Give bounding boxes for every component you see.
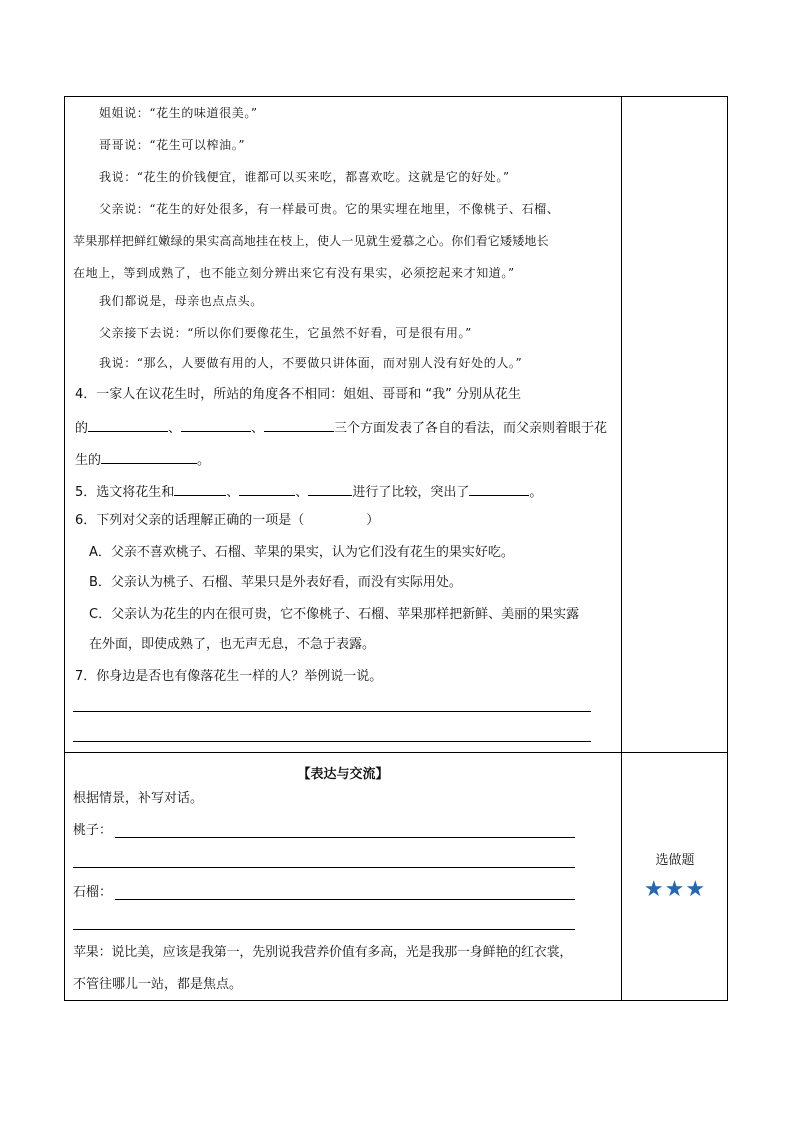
question-6: 6．下列对父亲的话理解正确的一项是（ ） (75, 513, 380, 528)
answer-blank[interactable] (181, 419, 251, 432)
answer-line[interactable] (115, 899, 575, 900)
answer-blank[interactable] (88, 419, 168, 432)
passage-line: 在地上，等到成熟了，也不能立刻分辨出来它有没有果实，必须挖起来才知道。” (73, 266, 515, 280)
passage-line: 苹果那样把鲜红嫩绿的果实高高地挂在枝上，使人一见就生爱慕之心。你们看它矮矮地长 (73, 234, 549, 248)
question-4-blanks: 的 、 、 三个方面发表了各自的看法，而父亲则着眼于花 (75, 421, 608, 436)
option-c: C．父亲认为花生的内在很可贵，它不像桃子、石榴、苹果那样把新鲜、美丽的果实露 (89, 607, 580, 622)
passage-line: 父亲接下去说：“所以你们要像花生，它虽然不好看，可是很有用。” (99, 326, 472, 340)
answer-line[interactable] (73, 929, 575, 930)
apple-line: 苹果：说比美，应该是我第一，先别说我营养价值有多高，光是我那一身鲜艳的红衣裳， (73, 945, 573, 960)
passage-line: 我们都说是，母亲也点点头。 (99, 294, 263, 308)
instruction: 根据情景，补写对话。 (73, 791, 204, 806)
passage-line: 我说：“那么，人要做有用的人，不要做只讲体面，而对别人没有好处的人。” (99, 356, 523, 370)
star-rating: ★★★ (643, 877, 707, 902)
question-5: 5．选文将花生和 、 、 进行了比较，突出了 。 (75, 485, 543, 500)
question-7: 7．你身边是否也有像落花生一样的人？举例说一说。 (75, 669, 383, 684)
passage-line: 哥哥说：“花生可以榨油。” (99, 138, 246, 152)
passage-line: 我说：“花生的价钱便宜，谁都可以买来吃，都喜欢吃。这就是它的好处。” (99, 170, 510, 184)
reading-section (65, 97, 621, 752)
question-4: 4．一家人在议花生时，所站的角度各不相同：姐姐、哥哥和 “我” 分别从花生 (75, 387, 522, 402)
difficulty-cell (622, 753, 728, 1001)
passage-line: 姐姐说：“花生的味道很美。” (99, 106, 258, 120)
answer-blank[interactable] (308, 483, 352, 496)
section-header: 【表达与交流】 (297, 767, 389, 782)
expression-section (65, 753, 621, 1001)
apple-line: 不管往哪儿一站，都是焦点。 (73, 977, 243, 992)
option-b: B．父亲认为桃子、石榴、苹果只是外表好看，而没有实际用处。 (89, 575, 462, 590)
answer-line[interactable] (73, 741, 591, 742)
answer-blank[interactable] (239, 483, 295, 496)
passage-line: 父亲说：“花生的好处很多，有一样最可贵。它的果实埋在地里，不像桃子、石榴、 (99, 202, 560, 216)
answer-line[interactable] (73, 711, 591, 712)
peach-label: 桃子： (73, 823, 113, 838)
question-4-line3: 生的 。 (75, 453, 211, 468)
answer-blank[interactable] (469, 483, 529, 496)
answer-line[interactable] (73, 867, 575, 868)
answer-blank[interactable] (264, 419, 334, 432)
answer-blank[interactable] (174, 483, 226, 496)
answer-line[interactable] (115, 837, 575, 838)
worksheet-table (64, 96, 728, 1001)
option-a: A．父亲不喜欢桃子、石榴、苹果的果实，认为它们没有花生的果实好吃。 (89, 545, 514, 560)
option-c-cont: 在外面，即使成熟了，也无声无息，不急于表露。 (89, 637, 376, 652)
optional-label: 选做题 (655, 853, 695, 868)
answer-blank[interactable] (101, 451, 197, 464)
pomegranate-label: 石榴： (73, 885, 113, 900)
